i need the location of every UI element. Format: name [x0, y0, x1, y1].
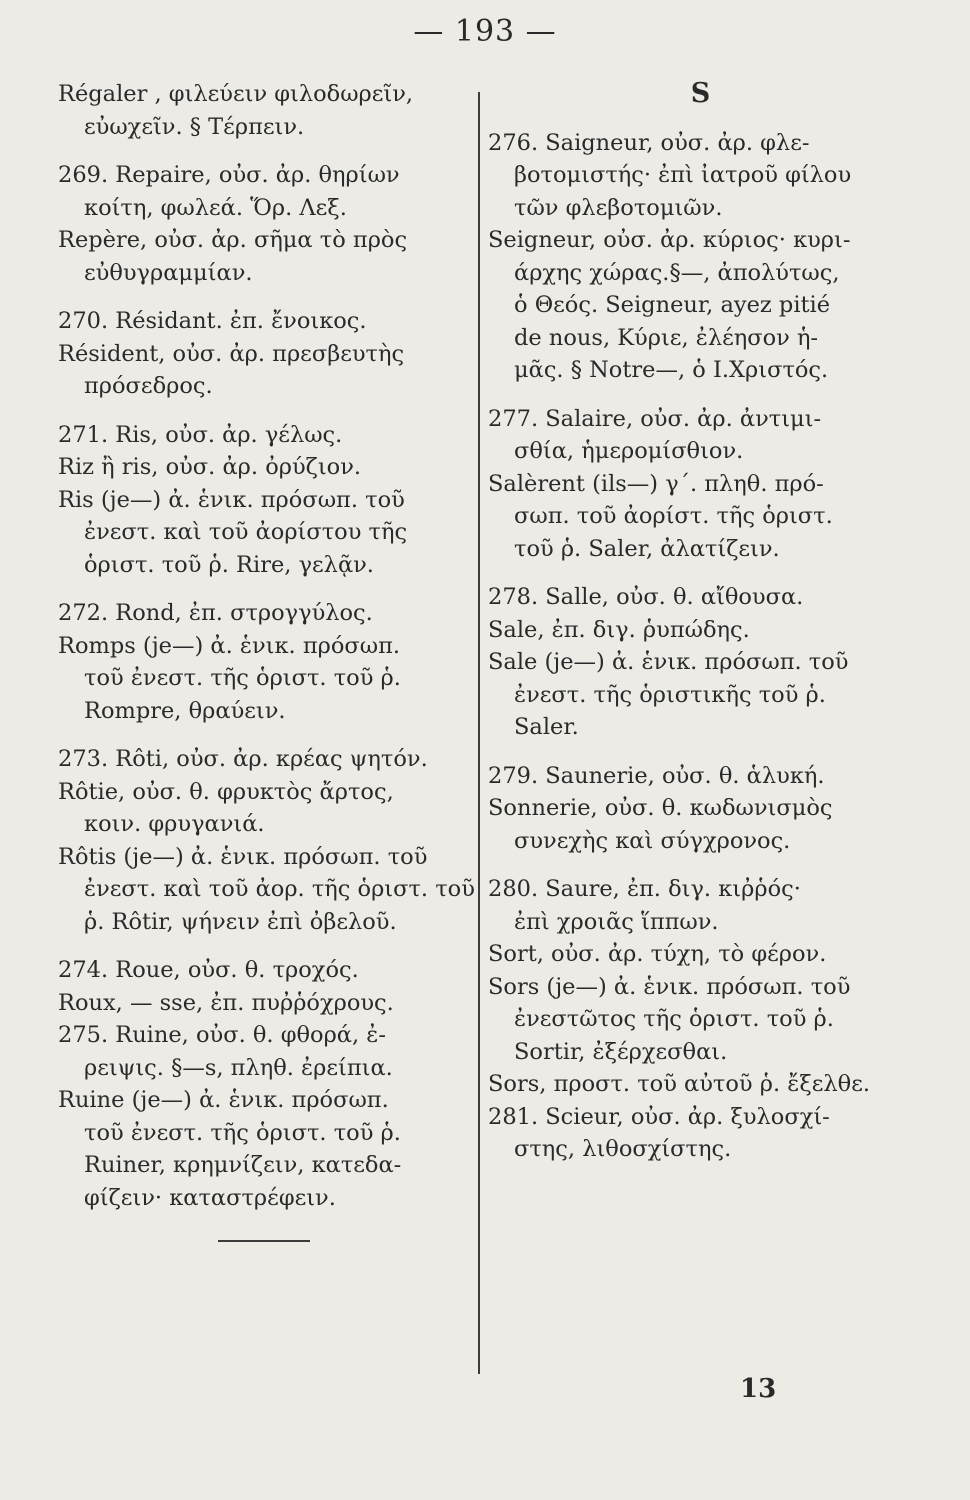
- entry-line: εὐωχεῖν. § Τέρπειν.: [84, 113, 305, 140]
- entry-line: Salèrent (ils—) γ΄. πληθ. πρό-: [488, 470, 824, 497]
- entry-line: Résident, οὐσ. ἀρ. πρεσβευτὴς: [58, 340, 405, 367]
- entry-line: τῶν φλεβοτομιῶν.: [514, 194, 723, 221]
- entry-line: Ris (je—) ἀ. ἑνικ. πρόσωπ. τοῦ: [58, 486, 405, 513]
- entry-line: 277. Salaire, οὐσ. ἀρ. ἀντιμι-: [488, 405, 822, 432]
- entry-line: Romps (je—) ἀ. ἑνικ. πρόσωπ.: [58, 632, 401, 659]
- entry-line: κοιν. φρυγανιά.: [84, 811, 265, 837]
- entry-line: Sors, προστ. τοῦ αὐτοῦ ῥ. ἔξελθε.: [488, 1071, 871, 1097]
- signature-mark: 13: [740, 1374, 777, 1404]
- entry-line: πρόσεδρος.: [84, 373, 213, 399]
- section-letter: S: [690, 78, 711, 109]
- entry-line: μᾶς. § Notre—, ὁ Ι.Χριστός.: [514, 357, 829, 383]
- entry-line: Rompre, θραύειν.: [84, 697, 286, 724]
- entry-line: τοῦ ἐνεστ. τῆς ὁριστ. τοῦ ῥ.: [84, 1119, 401, 1146]
- entry-line: de nous, Κύριε, ἐλέησον ἡ-: [514, 324, 819, 351]
- end-rule: [218, 1240, 310, 1242]
- entry-line: ἐπὶ χροιᾶς ἵππων.: [514, 908, 719, 935]
- entry-line: Repère, οὐσ. ἀρ. σῆμα τὸ πρὸς: [58, 227, 408, 253]
- entry-line: Riz ἢ ris, οὐσ. ἀρ. ὀρύζιον.: [58, 454, 362, 480]
- entry-line: στης, λιθοσχίστης.: [514, 1136, 732, 1162]
- entry-line: ἐνεστ. καὶ τοῦ ἀορίστου τῆς: [84, 519, 408, 545]
- entry-line: τοῦ ῥ. Saler, ἀλατίζειν.: [514, 535, 780, 562]
- entry-line: 274. Roue, οὐσ. θ. τροχός.: [58, 957, 359, 983]
- entry-line: 278. Salle, οὐσ. θ. αἴθουσα.: [488, 584, 804, 610]
- entry-line: ρειψις. §—s, πληθ. ἐρείπια.: [84, 1054, 393, 1081]
- entry-line: φίζειν· καταστρέφειν.: [84, 1184, 336, 1211]
- entry-line: 272. Rond, ἐπ. στρογγύλος.: [58, 600, 373, 626]
- entry-line: Roux, — sse, ἐπ. πυῤῥόχρους.: [58, 989, 394, 1016]
- entry-line: 271. Ris, οὐσ. ἀρ. γέλως.: [58, 421, 343, 448]
- entry-line: Régaler , φιλεύειν φιλοδωρεῖν,: [58, 81, 414, 107]
- entry-line: Sonnerie, οὐσ. θ. κωδωνισμὸς: [488, 795, 833, 821]
- entry-line: τοῦ ἐνεστ. τῆς ὁριστ. τοῦ ῥ.: [84, 665, 401, 691]
- entry-line: ὁριστ. τοῦ ῥ. Rire, γελᾷν.: [84, 551, 374, 578]
- entry-line: 280. Saure, ἐπ. διγ. κιῤῥός·: [488, 876, 801, 902]
- entry-line: εὐθυγραμμίαν.: [84, 259, 253, 286]
- entry-line: κοίτη, φωλεά. Ὅρ. Λεξ.: [84, 194, 347, 221]
- entry-line: ἐνεστ. καὶ τοῦ ἀορ. τῆς ὁριστ. τοῦ: [84, 876, 475, 902]
- right-column: [488, 78, 913, 1166]
- entry-line: σωπ. τοῦ ἀορίστ. τῆς ὁριστ.: [514, 503, 833, 529]
- entry-line: 281. Scieur, οὐσ. ἀρ. ξυλοσχί-: [488, 1103, 830, 1130]
- entry-line: 276. Saigneur, οὐσ. ἀρ. φλε-: [488, 129, 810, 156]
- entry-line: ἐνεστῶτος τῆς ὁριστ. τοῦ ῥ.: [514, 1006, 834, 1032]
- entry-line: 279. Saunerie, οὐσ. θ. ἁλυκή.: [488, 762, 825, 789]
- entry-line: συνεχὴς καὶ σύγχρονος.: [514, 827, 791, 854]
- entry-line: ἐνεστ. τῆς ὁριστικῆς τοῦ ῥ.: [514, 681, 826, 708]
- column-divider: [478, 92, 480, 1374]
- entry-line: Seigneur, οὐσ. ἀρ. κύριος· κυρι-: [488, 227, 851, 253]
- entry-line: Sale, ἐπ. διγ. ῥυπώδης.: [488, 616, 750, 643]
- entry-line: ῥ. Rôtir, ψήνειν ἐπὶ ὀβελοῦ.: [84, 908, 397, 935]
- entry-line: ὁ Θεός. Seigneur, ayez pitié: [514, 292, 831, 318]
- entry-line: Sale (je—) ἀ. ἑνικ. πρόσωπ. τοῦ: [488, 649, 849, 675]
- entry-line: Sort, οὐσ. ἀρ. τύχη, τὸ φέρον.: [488, 941, 827, 967]
- entry-line: σθία, ἡμερομίσθιον.: [514, 438, 744, 464]
- entry-line: Rôtis (je—) ἀ. ἑνικ. πρόσωπ. τοῦ: [58, 843, 428, 870]
- entry-line: Saler.: [514, 714, 579, 740]
- entry-line: Sors (je—) ἀ. ἑνικ. πρόσωπ. τοῦ: [488, 973, 851, 1000]
- entry-line: Rôtie, οὐσ. θ. φρυκτὸς ἄρτος,: [58, 778, 394, 805]
- page-number: — 193 —: [413, 14, 557, 49]
- entry-line: άρχης χώρας.§—, ἀπολύτως,: [514, 259, 840, 286]
- entry-line: 273. Rôti, οὐσ. ἀρ. κρέας ψητόν.: [58, 746, 428, 772]
- entry-line: 269. Repaire, οὐσ. ἀρ. θηρίων: [58, 162, 400, 188]
- entry-line: 270. Résidant. ἐπ. ἔνοικος.: [58, 308, 367, 334]
- entry-line: Ruine (je—) ἀ. ἑνικ. πρόσωπ.: [58, 1087, 389, 1113]
- entry-line: Ruiner, κρημνίζειν, κατεδα-: [84, 1152, 402, 1178]
- entry-line: 275. Ruine, οὐσ. θ. φθορά, ἐ-: [58, 1022, 386, 1048]
- left-column: [58, 78, 475, 1242]
- entry-line: Sortir, ἐξέρχεσθαι.: [514, 1038, 728, 1065]
- entry-line: βοτομιστής· ἐπὶ ἰατροῦ φίλου: [514, 162, 852, 188]
